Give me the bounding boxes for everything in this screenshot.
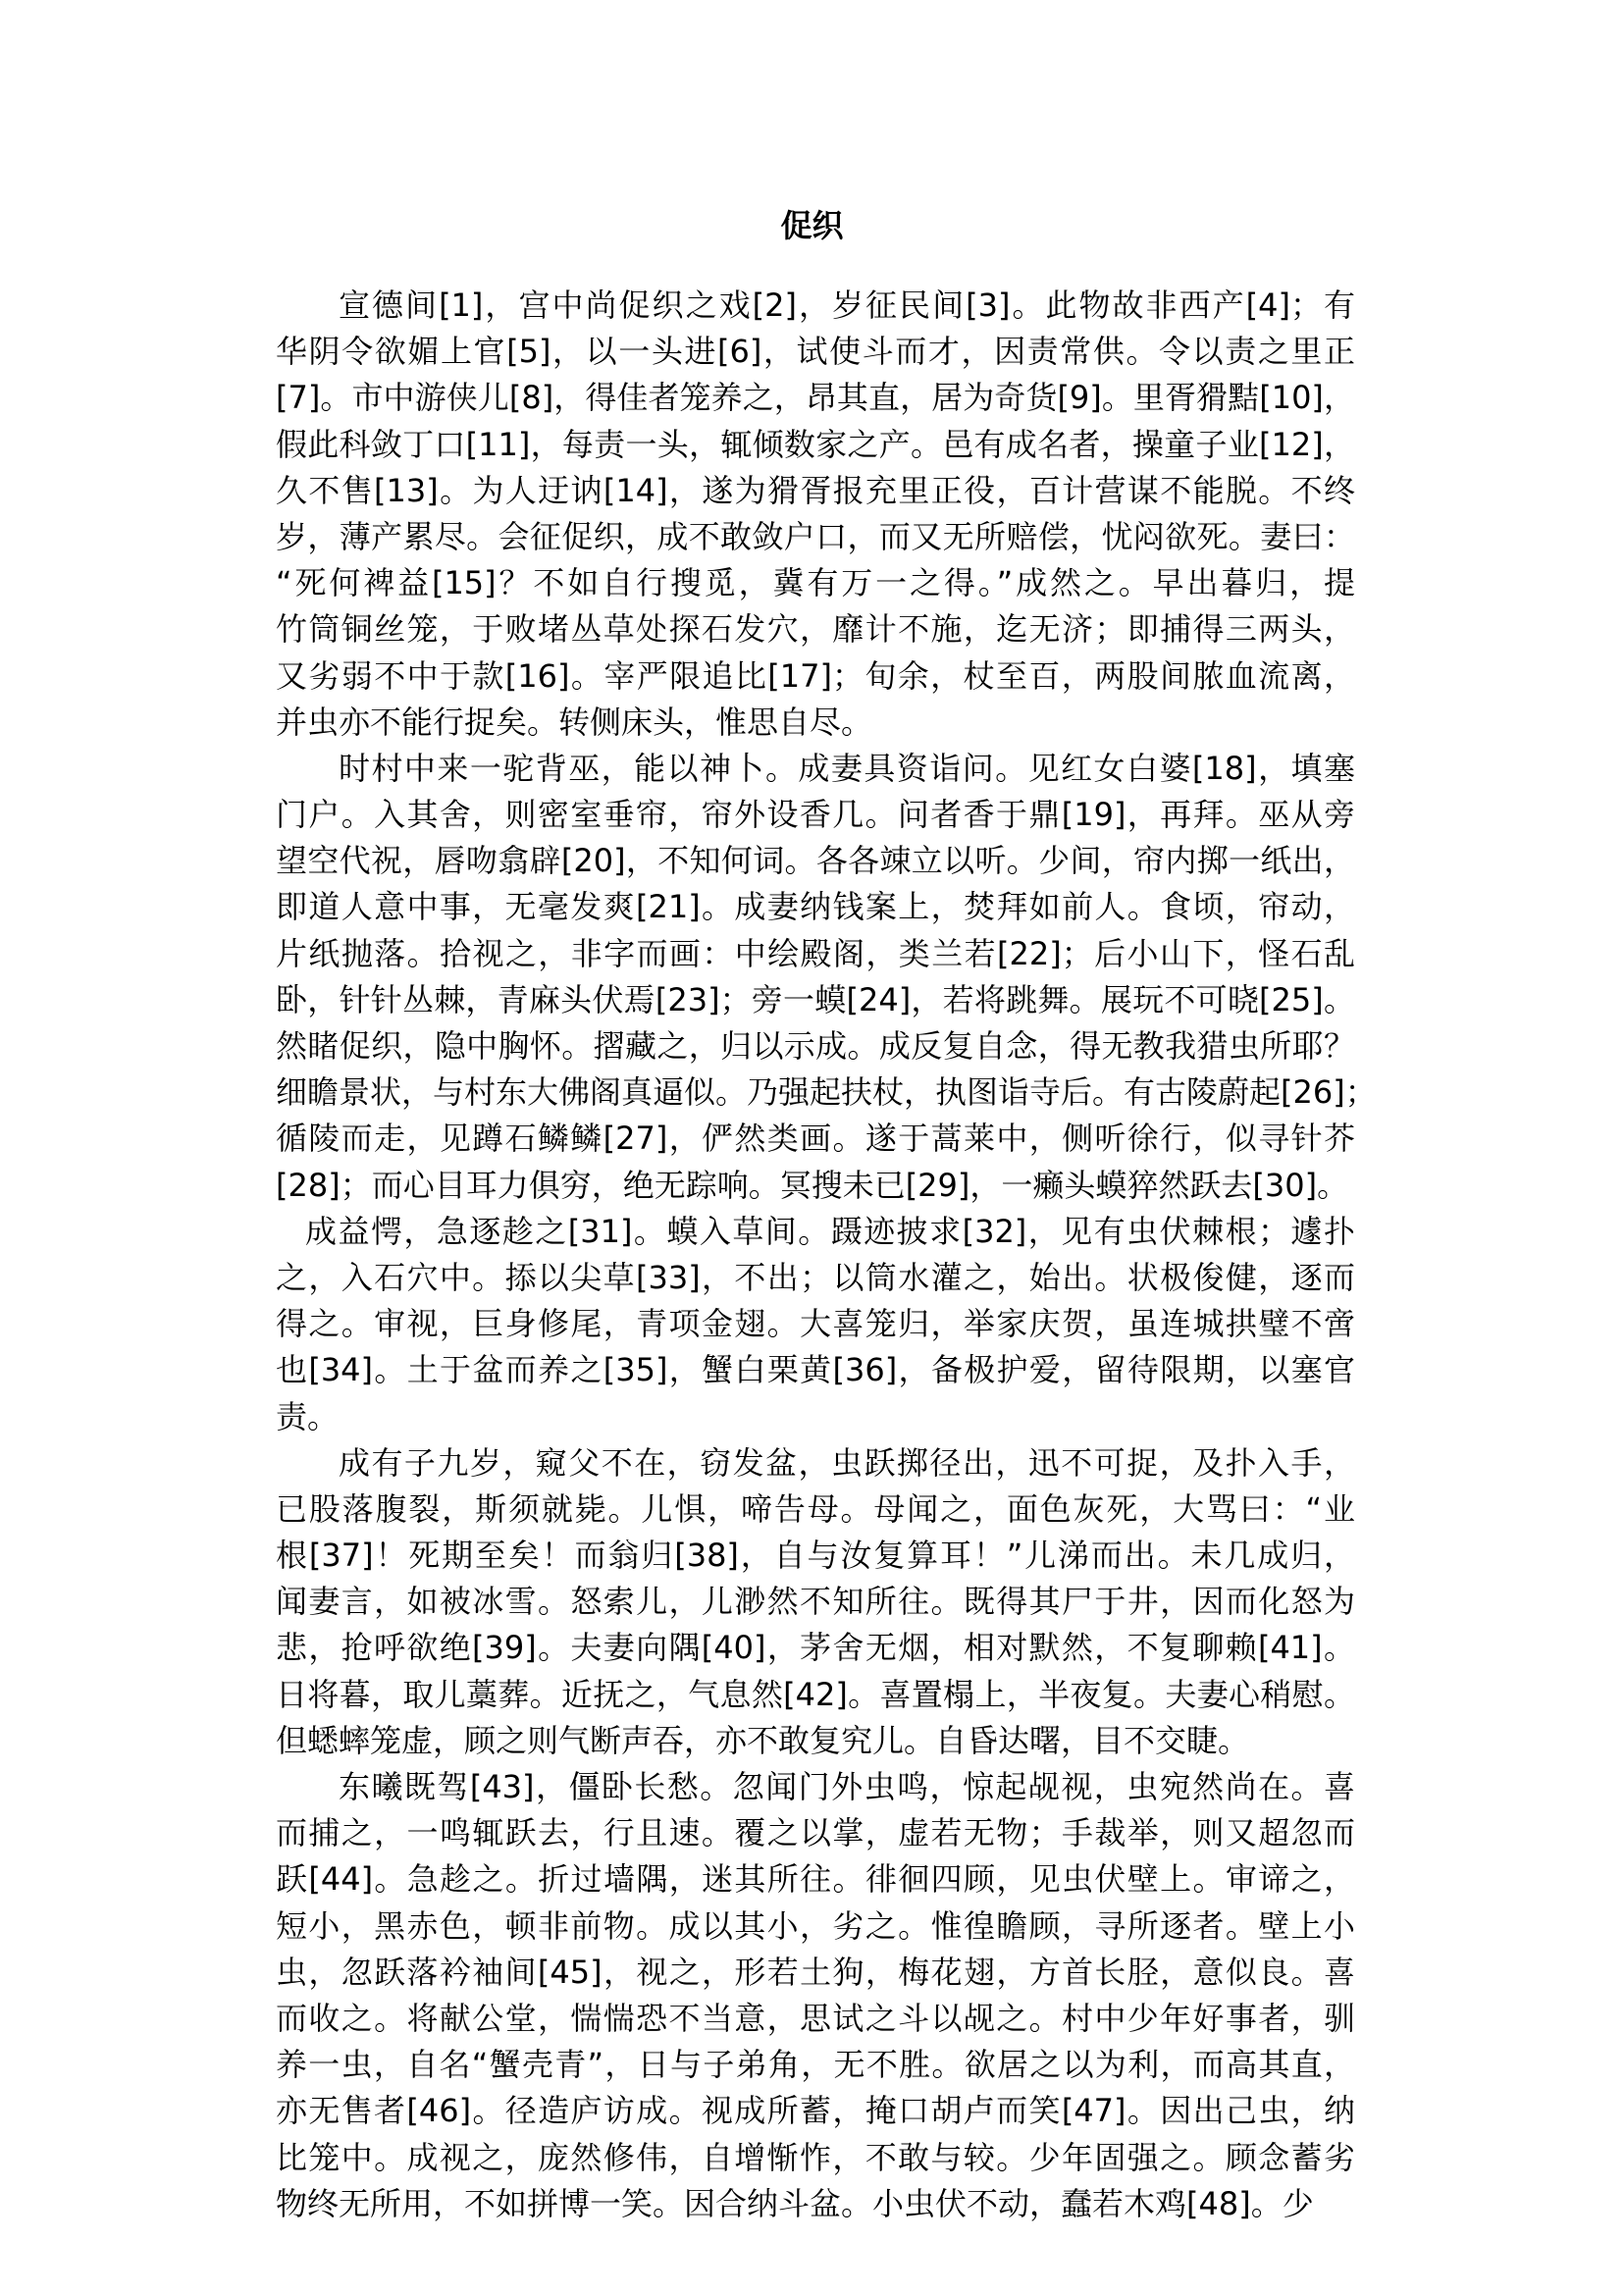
paragraph (276, 1209, 1355, 1440)
text-line: 时村中来一驼背巫，能以神卜。成妻具资诣问。见红女白婆[18]，填塞 (339, 749, 1355, 787)
text-line: 虫，忽跃落衿袖间[45]，视之，形若土狗，梅花翅，方首长胫，意似良。喜 (276, 1953, 1355, 1991)
text-line: 得之。审视，巨身修尾，青项金翅。大喜笼归，举家庆贺，虽连城拱璧不啻 (276, 1305, 1355, 1343)
text-line: “死何裨益[15]？不如自行搜觅，冀有万一之得。”成然之。早出暮归，提 (276, 564, 1355, 602)
text-line: 片纸抛落。拾视之，非字而画：中绘殿阁，类兰若[22]；后小山下，怪石乱 (276, 934, 1355, 972)
text-line: 宣德间[1]，宫中尚促织之戏[2]，岁征民间[3]。此物故非西产[4]；有 (339, 287, 1355, 324)
text-line: 养一虫，自名“蟹壳青”，日与子弟角，无不胜。欲居之以为利，而高其直， (276, 2046, 1355, 2084)
text-line: 跃[44]。急趁之。折过墙隅，迷其所往。徘徊四顾，见虫伏壁上。审谛之， (276, 1860, 1355, 1899)
text-line: 卧，针针丛棘，青麻头伏焉[23]；旁一蟆[24]，若将跳舞。展玩不可晓[25]。 (276, 980, 1355, 1018)
text-line: 而捕之，一鸣辄跃去，行且速。覆之以掌，虚若无物；手裁举，则又超忽而 (276, 1814, 1355, 1852)
text-line: 也[34]。土于盆而养之[35]，蟹白栗黄[36]，备极护爱，留待限期，以塞官 (276, 1351, 1355, 1389)
text-line: 责。 (276, 1397, 340, 1435)
paragraph (276, 1764, 1355, 2227)
text-line: 悲，抢呼欲绝[39]。夫妻向隅[40]，茅舍无烟，相对默然，不复聊赖[41]。 (276, 1629, 1355, 1667)
text-line: 岁，薄产累尽。会征促织，成不敢敛户口，而又无所赔偿，忧闷欲死。妻曰： (276, 517, 1355, 555)
text-line: 望空代祝，唇吻翕辟[20]，不知何词。各各竦立以听。少间，帘内掷一纸出， (276, 842, 1355, 880)
text-line: 东曦既驾[43]，僵卧长愁。忽闻门外虫鸣，惊起觇视，虫宛然尚在。喜 (339, 1768, 1355, 1805)
paragraph (276, 283, 1355, 746)
text-line: 并虫亦不能行捉矣。转侧床头，惟思自尽。 (276, 703, 873, 741)
text-line: 日将暮，取儿藁葬。近抚之，气息然[42]。喜置榻上，半夜复。夫妻心稍慰。 (276, 1675, 1355, 1713)
text-line: 竹筒铜丝笼，于败堵丛草处探石发穴，靡计不施，迄无济；即捕得三两头， (276, 610, 1355, 649)
text-line: 但蟋蟀笼虚，顾之则气断声吞，亦不敢复究儿。自昏达曙，目不交睫。 (276, 1721, 1250, 1759)
text-line: 已股落腹裂，斯须就毙。儿惧，啼告母。母闻之，面色灰死，大骂曰：“业 (276, 1489, 1355, 1528)
text-line: 成益愕，急逐趁之[31]。蟆入草间。蹑迹披求[32]，见有虫伏棘根；遽扑 (305, 1212, 1355, 1250)
text-line: 华阴令欲媚上官[5]，以一头进[6]，试使斗而才，因责常供。令以责之里正 (276, 333, 1355, 371)
paragraph (276, 746, 1377, 1209)
page-title: 促织 (780, 207, 844, 244)
text-line: 久不售[13]。为人迂讷[14]，遂为猾胥报充里正役，百计营谋不能脱。不终 (276, 471, 1355, 509)
text-line: 物终无所用，不如拼博一笑。因合纳斗盆。小虫伏不动，蠢若木鸡[48]。少 (276, 2184, 1314, 2222)
paragraph (276, 1440, 1355, 1764)
text-line: 短小，黑赤色，顿非前物。成以其小，劣之。惟徨瞻顾，寻所逐者。壁上小 (276, 1906, 1355, 1945)
text-line: 而收之。将献公堂，惴惴恐不当意，思试之斗以觇之。村中少年好事者，驯 (276, 1999, 1355, 2037)
text-line: 成有子九岁，窥父不在，窃发盆，虫跃掷径出，迅不可捉，及扑入手， (339, 1443, 1355, 1482)
text-line: 之，入石穴中。掭以尖草[33]，不出；以筒水灌之，始出。状极俊健，逐而 (276, 1258, 1355, 1296)
text-line: [7]。市中游侠儿[8]，得佳者笼养之，昂其直，居为奇货[9]。里胥猾黠[10]， (276, 379, 1355, 417)
text-line: 细瞻景状，与村东大佛阁真逼似。乃强起扶杖，执图诣寺后。有古陵蔚起[26]； (276, 1073, 1377, 1112)
text-line: 循陵而走，见蹲石鳞鳞[27]，俨然类画。遂于蒿莱中，侧听徐行，似寻针芥 (276, 1120, 1355, 1158)
text-line: 即道人意中事，无毫发爽[21]。成妻纳钱案上，焚拜如前人。食顷，帘动， (276, 888, 1355, 926)
text-line: 假此科敛丁口[11]，每责一头，辄倾数家之产。邑有成名者，操童子业[12]， (276, 425, 1355, 463)
text-line: 又劣弱不中于款[16]。宰严限追比[17]；旬余，杖至百，两股间脓血流离， (276, 656, 1355, 695)
text-line: 亦无售者[46]。径造庐访成。视成所蓄，掩口胡卢而笑[47]。因出己虫，纳 (276, 2092, 1355, 2130)
text-line: [28]；而心目耳力俱穷，绝无踪响。冥搜未已[29]，一癞头蟆猝然跃去[30]。 (276, 1166, 1349, 1204)
text-line: 门户。入其舍，则密室垂帘，帘外设香几。问者香于鼎[19]，再拜。巫从旁 (276, 796, 1355, 834)
text-line: 比笼中。成视之，庞然修伟，自增惭怍，不敢与较。少年固强之。顾念蓄劣 (276, 2138, 1355, 2176)
document-body (276, 283, 1377, 2227)
text-line: 闻妻言，如被冰雪。怒索儿，儿渺然不知所往。既得其尸于井，因而化怒为 (276, 1583, 1355, 1621)
text-line: 然睹促织，隐中胸怀。摺藏之，归以示成。成反复自念，得无教我猎虫所耶？ (276, 1027, 1355, 1065)
text-line: 根[37]！死期至矣！而翁归[38]，自与汝复算耳！”儿涕而出。未几成归， (276, 1537, 1355, 1575)
